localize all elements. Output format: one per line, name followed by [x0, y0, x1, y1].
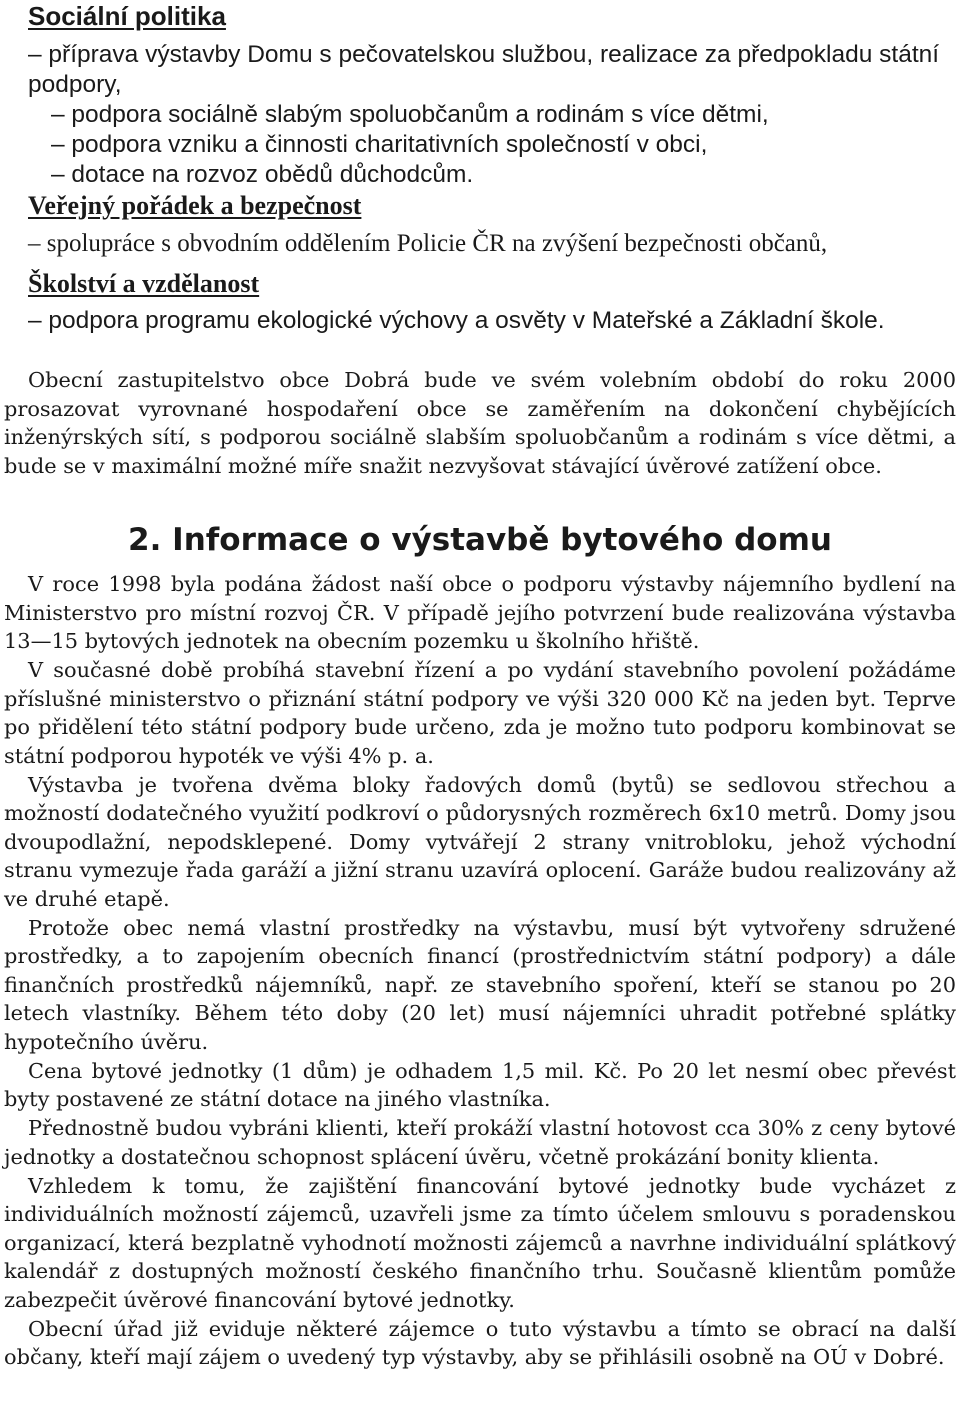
list-item: – dotace na rozvoz obědů důchodcům.	[51, 161, 474, 188]
paragraph: Vzhledem k tomu, že zajištění financování bytové jednotky bude vycházet z individuálních možností zájemců, uzavřeli jsme za tímto účelem smlouvu s poradenskou organizací, která bezplatně vyhodnotí možnosti zájemců a navrhne individuální splátkový kalendář z dostupných možností českého finančního trhu. Současně klientům pomůže zabezpečit úvěrové financování bytové jednotky.	[4, 1173, 956, 1312]
list-item: – podpora programu ekologické výchovy a osvěty v Mateřské a Základní škole.	[28, 307, 885, 334]
paragraph: Výstavba je tvořena dvěma bloky řadových domů (bytů) se sedlovou střechou a možností dodatečného využití podkroví o půdorysných rozměrech 6x10 metrů. Domy jsou dvoupodlažní, nepodsklepené. Domy vytvářejí 2 strany vnitrobloku, jehož východní stranu vymezuje řada garáží a jižní stranu uzavírá oplocení. Garáže budou realizovány až ve druhé etapě.	[4, 772, 956, 911]
public-order-list	[28, 229, 958, 259]
list-item: – příprava výstavby Domu s pečovatelskou službou, realizace za předpokladu státní podpory,	[28, 41, 940, 98]
list-item: – podpora vzniku a činnosti charitativních společností v obci,	[51, 131, 708, 158]
paragraph: Přednostně budou vybráni klienti, kteří prokáží vlastní hotovost cca 30% z ceny bytové jednotky a dostatečnou schopnost splácení úvěru, včetně prokázání bonity klienta.	[4, 1116, 956, 1169]
paragraph: Cena bytové jednotky (1 dům) je odhadem 1,5 mil. Kč. Po 20 let nesmí obec převést byty postavené ze státní dotace na jiného vlastníka.	[4, 1058, 956, 1111]
education-heading: Školství a vzdělanost	[28, 269, 260, 298]
paragraph: V roce 1998 byla podána žádost naší obce o podporu výstavby nájemního bydlení na Ministerstvo pro místní rozvoj ČR. V případě jejího potvrzení bude realizována výstavba 13—15 bytových jednotek na obecním pozemku u školního hřiště.	[4, 572, 956, 653]
social-policy-heading: Sociální politika	[28, 1, 226, 31]
social-policy-list	[28, 40, 948, 190]
section-body	[4, 570, 956, 1372]
section-title: 2. Informace o výstavbě bytového domu	[128, 522, 832, 558]
education-list	[28, 306, 958, 336]
council-intro-paragraph: Obecní zastupitelstvo obce Dobrá bude ve svém volebním období do roku 2000 prosazovat vyrovnané hospodaření obce se zaměřením na dokončení chybějících inženýrských sítí, s podporou sociálně slabším spoluobčanům a rodinám s více dětmi, a bude se v maximální možné míře snažit nezvyšovat stávající úvěrové zatížení obce.	[4, 368, 956, 478]
list-item: – spolupráce s obvodním oddělením Policie ČR na zvýšení bezpečnosti občanů,	[28, 230, 828, 257]
list-item: – podpora sociálně slabým spoluobčanům a rodinám s více dětmi,	[51, 101, 769, 128]
public-order-heading: Veřejný pořádek a bezpečnost	[28, 191, 362, 220]
paragraph: V současné době probíhá stavební řízení a po vydání stavebního povolení požádáme příslušné ministerstvo o přiznání státní podpory ve výši 320 000 Kč na jeden byt. Teprve po přidělení této státní podpory bude určeno, zda je možno tuto podporu kombinovat se státní podporou hypoték ve výši 4% p. a.	[4, 658, 956, 768]
paragraph: Obecní úřad již eviduje některé zájemce o tuto výstavbu a tímto se obrací na další občany, kteří mají zájem o uvedený typ výstavby, aby se přihlásili osobně na OÚ v Dobré.	[4, 1316, 956, 1369]
paragraph: Protože obec nemá vlastní prostředky na výstavbu, musí být vytvořeny sdružené prostředky, a to zapojením obecních financí (prostřednictvím státní podpory) a dále finančních prostředků nájemníků, např. ze stavebního spoření, kteří se stanou po 20 letech vlastníky. Během této doby (20 let) musí nájemníci uhradit potřebné splátky hypotečního úvěru.	[4, 915, 956, 1054]
